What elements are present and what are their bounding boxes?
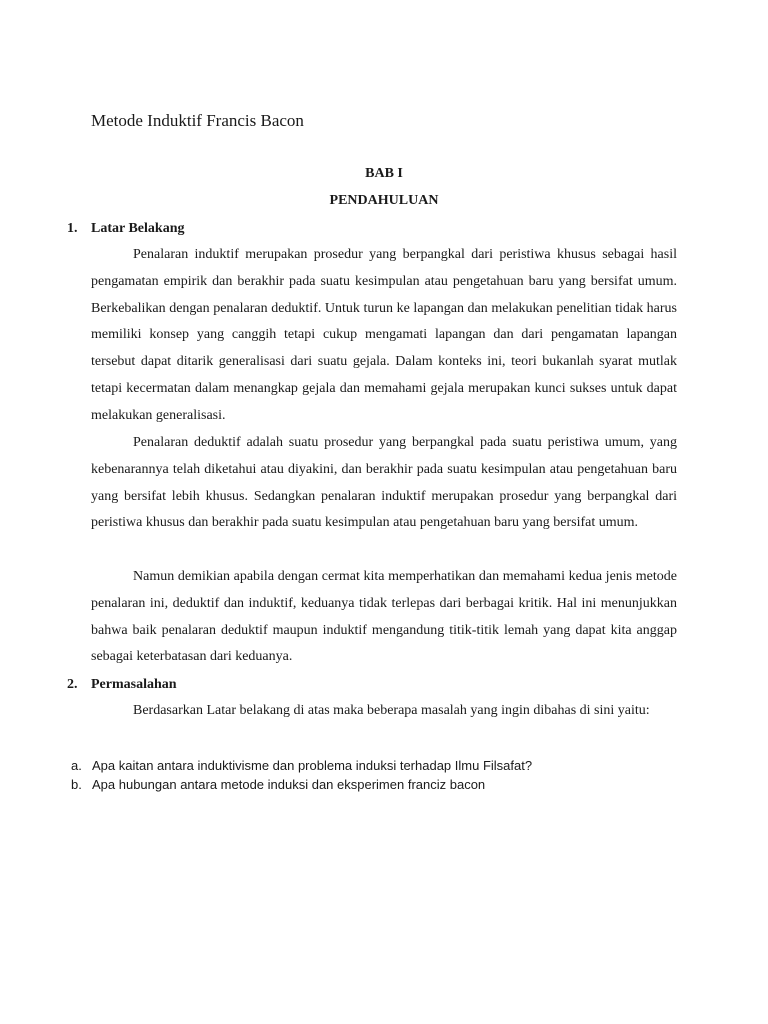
chapter-number-text: BAB I [365,166,403,181]
paragraph: Berdasarkan Latar belakang di atas maka beberapa masalah yang ingin dibahas di sini yaitu: [133,703,650,718]
problem-list [71,756,532,794]
section-heading-permasalahan [67,677,177,693]
paragraph: Penalaran induktif merupakan prosedur yang berpangkal dari peristiwa khusus sebagai hasil pengamatan empirik dan berakhir pada suatu kesimpulan atau pengetahuan baru yang bersifat umum. Berkebalikan dengan penalaran deduktif. Untuk turun ke lapangan dan melakukan penelitian tidak harus memiliki konsep yang canggih tetapi cukup mengamati lapangan dan dari pengamatan lapangan tersebut dapat ditarik generalisasi dari suatu gejala. Dalam konteks ini, teori bukanlah syarat mutlak tetapi kecermatan dalam menangkap gejala dan memahami gejala merupakan kunci sukses untuk dapat melakukan generalisasi. [91,247,677,423]
list-item [71,775,532,794]
list-marker: a. [71,758,82,773]
section-heading-text: Latar Belakang [91,221,185,236]
section-number: 1. [67,221,78,236]
document-title: Metode Induktif Francis Bacon [91,111,304,130]
list-item-text: Apa hubungan antara metode induksi dan eksperimen franciz bacon [92,777,486,792]
section-heading-latar-belakang [67,221,184,237]
chapter-number [0,166,768,182]
paragraph: Namun demikian apabila dengan cermat kita memperhatikan dan memahami kedua jenis metode penalaran ini, deduktif dan induktif, keduanya tidak terlepas dari berbagai kritik. Hal ini menunjukkan bahwa baik penalaran deduktif maupun induktif mengandung titik-titik lemah yang dapat kita anggap sebagai keterbatasan dari keduanya. [91,569,677,665]
section-number: 2. [67,677,78,692]
list-marker: b. [71,777,82,792]
list-item-text: Apa kaitan antara induktivisme dan problema induksi terhadap Ilmu Filsafat? [92,758,533,773]
chapter-title-text: PENDAHULUAN [329,193,439,208]
paragraph: Penalaran deduktif adalah suatu prosedur yang berpangkal pada suatu peristiwa umum, yang kebenarannya telah diketahui atau diyakini, dan berakhir pada suatu kesimpulan atau pengetahuan baru yang bersifat lebih khusus. Sedangkan penalaran induktif merupakan prosedur yang berpangkal dari peristiwa khusus dan berakhir pada suatu kesimpulan atau pengetahuan baru yang bersifat umum. [91,435,677,531]
chapter-title [0,193,768,209]
list-item [71,756,532,775]
section-heading-text: Permasalahan [91,677,177,692]
